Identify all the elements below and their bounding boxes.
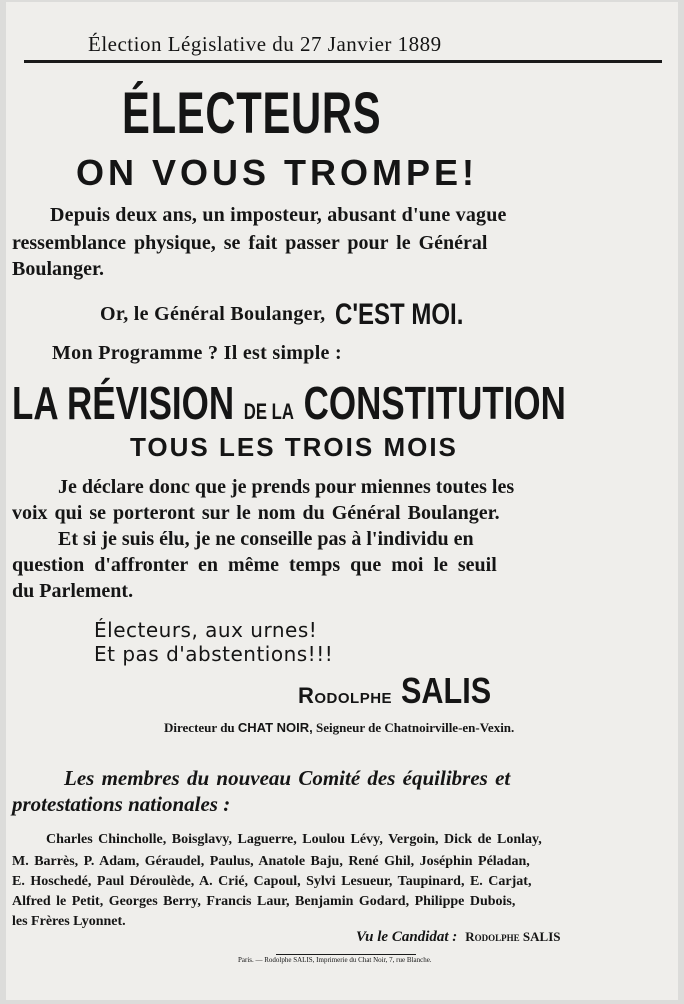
- subtitle: ON VOUS TROMPE!: [76, 152, 479, 193]
- para2-line5: du Parlement.: [12, 580, 134, 602]
- para2-line1: Je déclare donc que je prends pour miennes toutes les: [58, 476, 515, 498]
- call-line1: Électeurs, aux urnes!: [94, 618, 318, 642]
- para2-line4: question d'affronter en même temps que moi le seuil: [12, 554, 497, 576]
- committee-heading-line1: Les membres du nouveau Comité des équilibres et: [64, 766, 511, 790]
- revision-part2: CONSTITUTION: [303, 377, 566, 429]
- poster: [6, 2, 678, 1000]
- header-rule: [24, 60, 662, 63]
- revision-line: [12, 376, 684, 430]
- members-line3: E. Hoschedé, Paul Déroulède, A. Crié, Capoul, Sylvi Lesueur, Taupinard, E. Carjat,: [12, 874, 532, 889]
- call-line2: Et pas d'abstentions!!!: [94, 642, 334, 666]
- para1-line2: ressemblance physique, se fait passer pour le Général: [12, 232, 488, 254]
- revision-part1: LA RÉVISION: [12, 377, 235, 429]
- vu-candidat: [356, 928, 561, 946]
- revision-small: DE LA: [243, 399, 294, 424]
- election-header: Élection Législative du 27 Janvier 1889: [88, 32, 442, 56]
- committee-heading-line2: protestations nationales :: [12, 792, 231, 816]
- para1-line3: Boulanger.: [12, 258, 105, 280]
- claim-line: [100, 298, 496, 332]
- program-question: Mon Programme ? Il est simple :: [52, 342, 342, 364]
- frequency: TOUS LES TROIS MOIS: [130, 432, 458, 462]
- members-line2: M. Barrès, P. Adam, Géraudel, Paulus, Anatole Baju, René Ghil, Joséphin Péladan,: [12, 854, 530, 869]
- signature-first: Rodolphe: [298, 683, 393, 708]
- vu-name: Rodolphe SALIS: [465, 929, 561, 944]
- para2-line2: voix qui se porteront sur le nom du Général Boulanger.: [12, 502, 500, 524]
- signature-last: SALIS: [400, 670, 491, 711]
- claim-emphasis: C'EST MOI.: [335, 298, 464, 331]
- members-line5: les Frères Lyonnet.: [12, 914, 126, 929]
- title: ÉLECTEURS: [122, 81, 382, 146]
- para2-line3: Et si je suis élu, je ne conseille pas à l'individu en: [58, 528, 474, 550]
- members-line4: Alfred le Petit, Georges Berry, Francis Laur, Benjamin Godard, Philippe Dubois,: [12, 894, 516, 909]
- footer-rule: [276, 954, 416, 955]
- vu-label: Vu le Candidat :: [356, 929, 458, 945]
- members-line1: Charles Chincholle, Boisglavy, Laguerre, Loulou Lévy, Vergoin, Dick de Lonlay,: [46, 832, 542, 847]
- signature: [298, 670, 507, 712]
- signature-title: Directeur du CHAT NOIR, Seigneur de Chatnoirville-en-Vexin.: [164, 720, 515, 735]
- claim-prefix: Or, le Général Boulanger,: [100, 303, 326, 325]
- para1-line1: Depuis deux ans, un imposteur, abusant d'une vague: [50, 204, 507, 226]
- printer-line: Paris. — Rodolphe SALIS, Imprimerie du Chat Noir, 7, rue Blanche.: [238, 956, 432, 964]
